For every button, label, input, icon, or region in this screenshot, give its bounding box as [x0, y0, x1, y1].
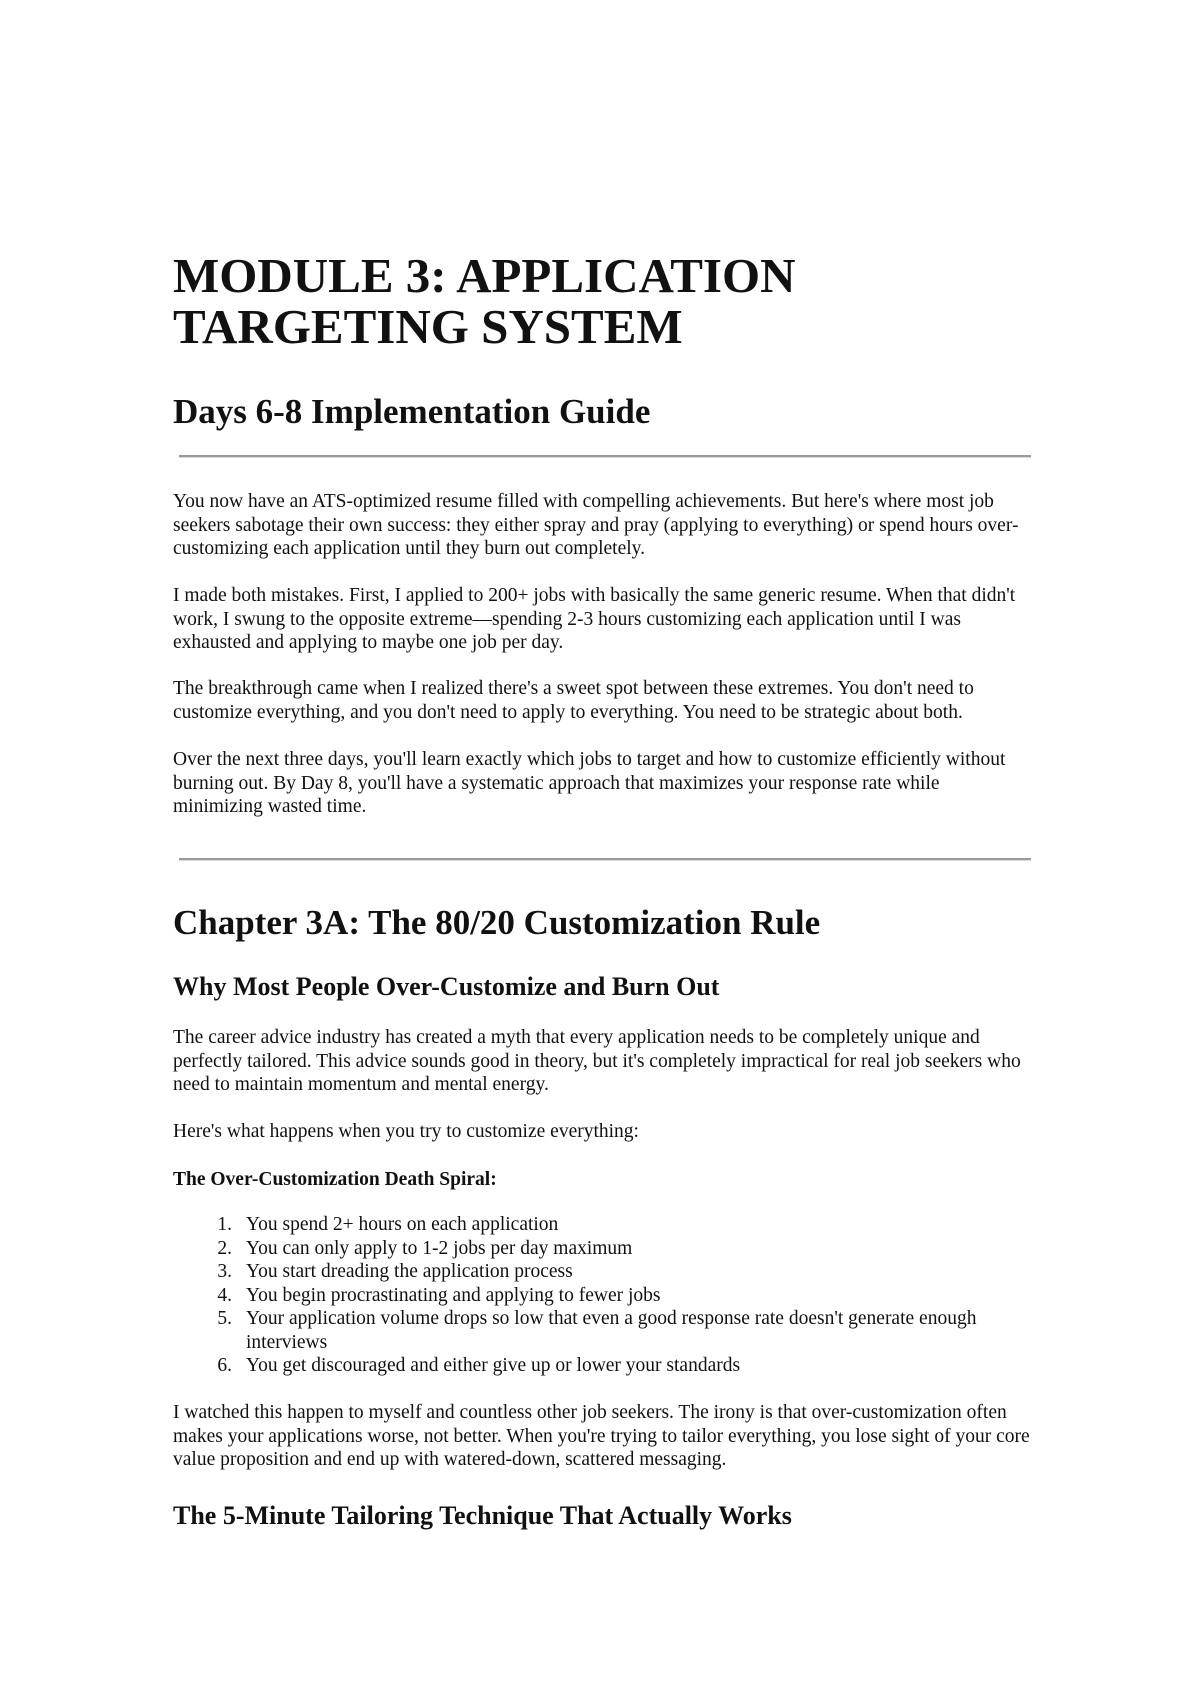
- list-item-number: 3.: [217, 1261, 232, 1282]
- intro-paragraph-4: Over the next three days, you'll learn exactly which jobs to target and how to customize efficiently without burning out. By Day 8, you'll have a systematic approach that maximizes your response rate while minimizing wasted time.: [173, 749, 1006, 817]
- intro-paragraph-1: You now have an ATS-optimized resume filled with compelling achievements. But here's where most job seekers sabotage their own success: they either spray and pray (applying to everything) or spend hours over-customizing each application until they burn out completely.: [173, 491, 1019, 559]
- list-item-number: 5.: [217, 1308, 232, 1329]
- chapter-title: Chapter 3A: The 80/20 Customization Rule: [173, 903, 821, 942]
- list-item-text: You can only apply to 1-2 jobs per day maximum: [246, 1237, 633, 1259]
- guide-title: Days 6-8 Implementation Guide: [173, 392, 651, 431]
- list-heading: The Over-Customization Death Spiral:: [173, 1169, 497, 1190]
- section-title: Why Most People Over-Customize and Burn Out: [173, 972, 720, 1001]
- list-item-text: You spend 2+ hours on each application: [246, 1214, 559, 1235]
- list-item: [173, 1213, 1033, 1237]
- list-item: [173, 1284, 1033, 1308]
- list-item: [173, 1260, 1033, 1284]
- list-item-number: 6.: [217, 1355, 232, 1376]
- chapter-paragraph-1: The career advice industry has created a myth that every application needs to be completely unique and perfectly tailored. This advice sounds good in theory, but it's completely impractical for real job seekers who need to maintain momentum and mental energy.: [173, 1027, 1021, 1095]
- list-item-number: 2.: [217, 1237, 232, 1259]
- section-title: The 5-Minute Tailoring Technique That Actually Works: [173, 1501, 792, 1530]
- list-item-text: You start dreading the application process: [246, 1261, 573, 1282]
- intro-paragraph-3: The breakthrough came when I realized there's a sweet spot between these extremes. You don't need to customize everything, and you don't need to apply to everything. You need to be strategic about both.: [173, 678, 974, 723]
- list-item: [173, 1307, 1033, 1354]
- death-spiral-list: [173, 1213, 1033, 1378]
- module-title: MODULE 3: APPLICATION TARGETING SYSTEM: [173, 248, 796, 354]
- chapter-paragraph-3: I watched this happen to myself and countless other job seekers. The irony is that over-customization often makes your applications worse, not better. When you're trying to tailor everything, you lose sight of your core value proposition and end up with watered-down, scattered messaging.: [173, 1402, 1030, 1470]
- intro-paragraph-2: I made both mistakes. First, I applied to 200+ jobs with basically the same generic resume. When that didn't work, I swung to the opposite extreme—spending 2-3 hours customizing each application until I was exhausted and applying to maybe one job per day.: [173, 585, 1016, 653]
- list-item-text: You get discouraged and either give up or lower your standards: [246, 1355, 741, 1376]
- list-item-number: 4.: [217, 1284, 232, 1306]
- list-item-text: You begin procrastinating and applying to fewer jobs: [246, 1284, 661, 1306]
- list-item-number: 1.: [217, 1214, 232, 1235]
- list-item: [173, 1237, 1033, 1261]
- horizontal-divider: [179, 455, 1031, 458]
- chapter-paragraph-2: Here's what happens when you try to customize everything:: [173, 1121, 639, 1142]
- list-item: [173, 1354, 1033, 1378]
- list-item-text: Your application volume drops so low that even a good response rate doesn't generate enough interviews: [246, 1308, 977, 1353]
- horizontal-divider: [179, 858, 1031, 861]
